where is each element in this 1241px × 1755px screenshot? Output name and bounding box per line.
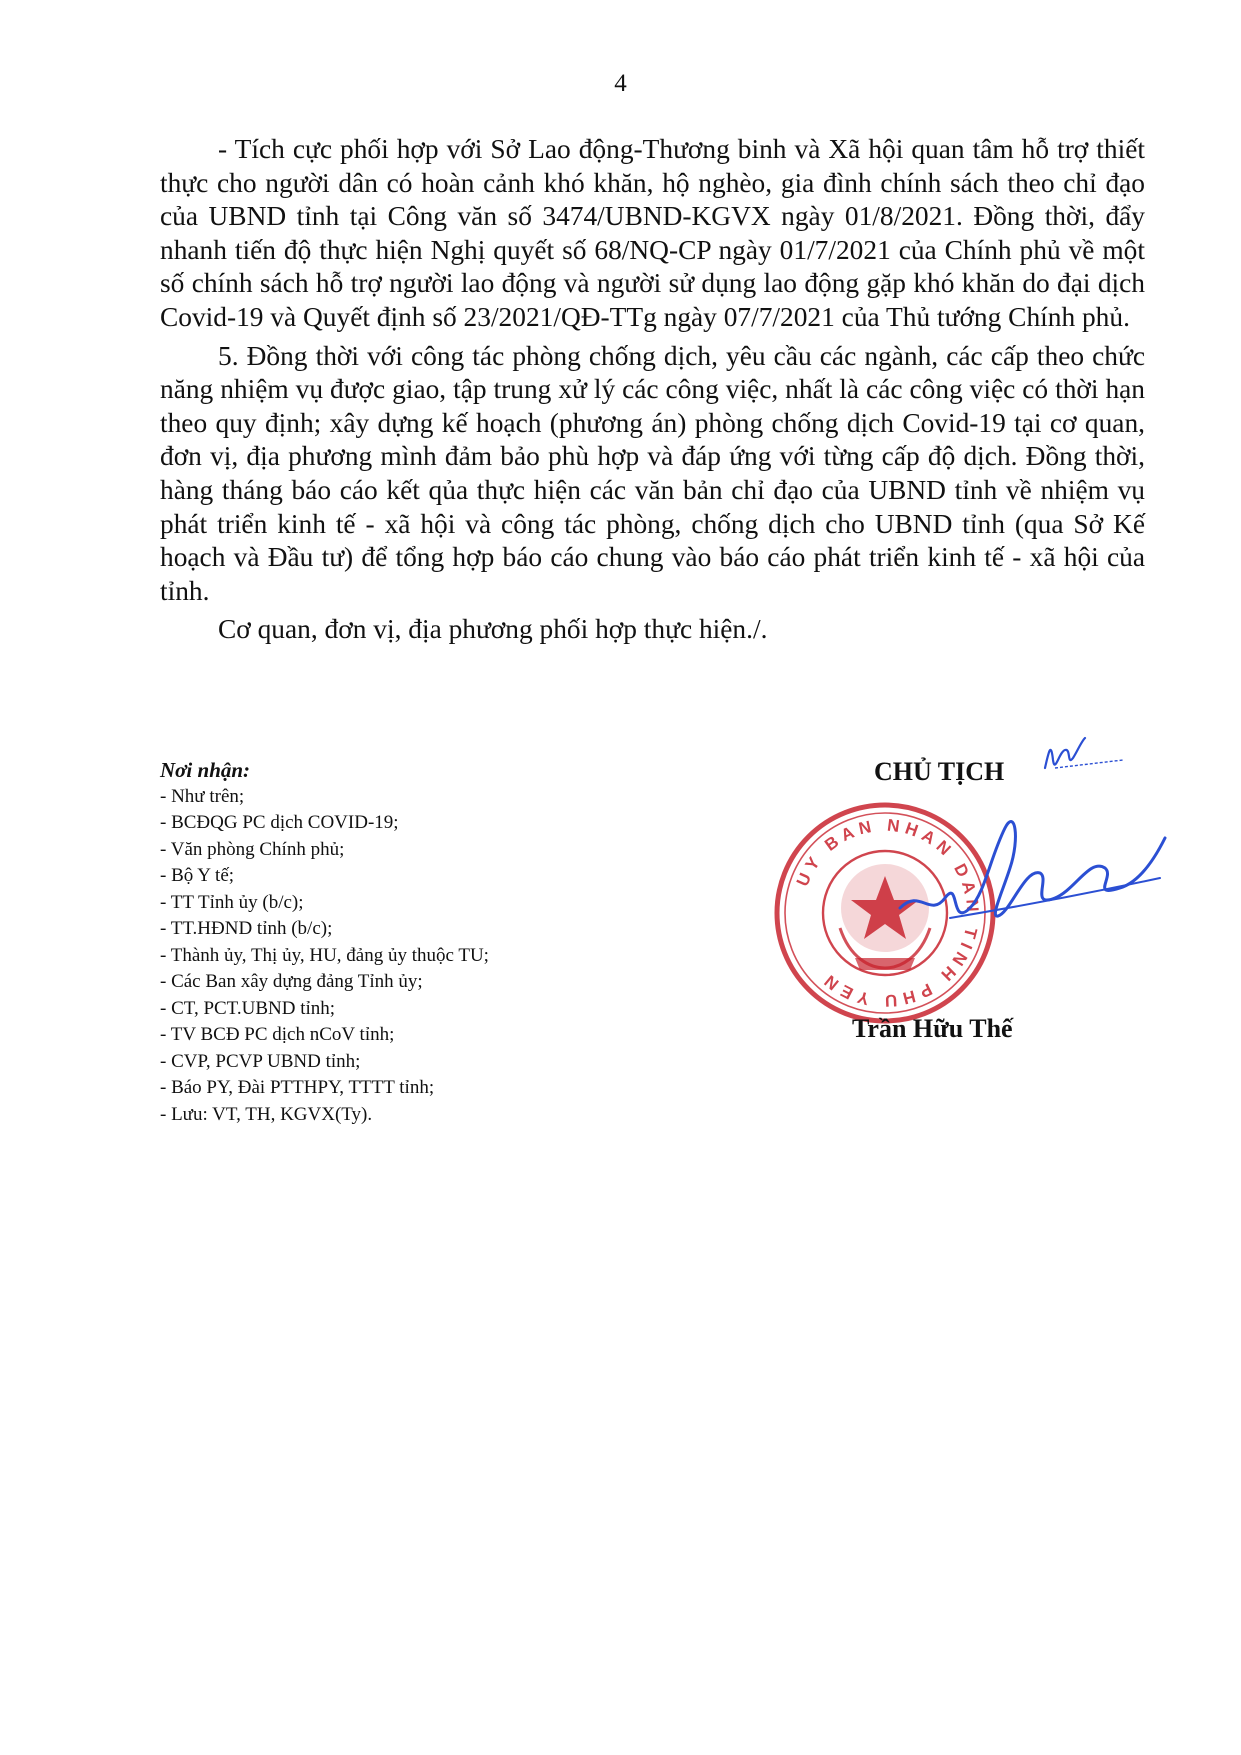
recipient-item: - CT, PCT.UBND tỉnh;	[160, 997, 336, 1019]
page-number: 4	[614, 70, 627, 97]
recipient-item: - CVP, PCVP UBND tỉnh;	[160, 1050, 361, 1072]
handwritten-signature	[890, 798, 1170, 958]
recipient-item: - TV BCĐ PC dịch nCoV tỉnh;	[160, 1024, 395, 1045]
body-text	[160, 133, 1145, 652]
recipient-item: - Như trên;	[160, 785, 245, 807]
recipient-item: - TT Tỉnh ủy (b/c);	[160, 891, 304, 913]
paragraph: 5. Đồng thời với công tác phòng chống dịch, yêu cầu các ngành, các cấp theo chức năng nhiệm vụ được giao, tập trung xử lý các công việc, nhất là các công việc có thời hạn theo quy định; xây dựng kế hoạch (phương án) phòng chống dịch Covid-19 tại cơ quan, đơn vị, địa phương mình đảm bảo phù hợp và đáp ứng với từng cấp độ dịch. Đồng thời, hàng tháng báo cáo kết qủa thực hiện các văn bản chỉ đạo của UBND tỉnh về nhiệm vụ phát triển kinh tế - xã hội và công tác phòng, chống dịch cho UBND tỉnh (qua Sở Kế hoạch và Đầu tư) để tổng hợp báo cáo chung vào báo cáo phát triển kinh tế - xã hội của tỉnh.	[160, 340, 1145, 606]
recipient-item: - Văn phòng Chính phủ;	[160, 838, 345, 860]
paragraph: Cơ quan, đơn vị, địa phương phối hợp thực hiện./.	[218, 614, 768, 645]
signer-title: CHỦ TỊCH	[874, 757, 1005, 786]
recipient-item: - Các Ban xây dựng đảng Tỉnh ủy;	[160, 971, 423, 992]
recipients-block	[160, 757, 620, 1128]
recipient-item: - Lưu: VT, TH, KGVX(Ty).	[160, 1103, 373, 1125]
recipient-item: - TT.HĐND tỉnh (b/c);	[160, 918, 333, 939]
signature-block	[770, 730, 1170, 1060]
recipient-item: - Thành ủy, Thị ủy, HU, đảng ủy thuộc TU;	[160, 944, 489, 966]
initials-mark	[1015, 730, 1125, 790]
recipients-list	[160, 784, 620, 1129]
recipient-item: - Báo PY, Đài PTTHPY, TTTT tỉnh;	[160, 1077, 435, 1098]
paragraph: - Tích cực phối hợp với Sở Lao động-Thương binh và Xã hội quan tâm hỗ trợ thiết thực cho người dân có hoàn cảnh khó khăn, hộ nghèo, gia đình chính sách theo chỉ đạo của UBND tỉnh tại Công văn số 3474/UBND-KGVX ngày 01/8/2021. Đồng thời, đẩy nhanh tiến độ thực hiện Nghị quyết số 68/NQ-CP ngày 01/7/2021 của Chính phủ về một số chính sách hỗ trợ người lao động và người sử dụng lao động gặp khó khăn do đại dịch Covid-19 và Quyết định số 23/2021/QĐ-TTg ngày 07/7/2021 của Thủ tướng Chính phủ.	[160, 134, 1145, 332]
recipient-item: - Bộ Y tế;	[160, 865, 235, 886]
recipient-item: - BCĐQG PC dịch COVID-19;	[160, 812, 399, 833]
signer-name: Trần Hữu Thế	[852, 1014, 1013, 1043]
seal-text: UY BAN NHAN DAN TINH PHU YEN	[792, 815, 983, 1011]
recipients-title: Nơi nhận:	[160, 758, 251, 782]
